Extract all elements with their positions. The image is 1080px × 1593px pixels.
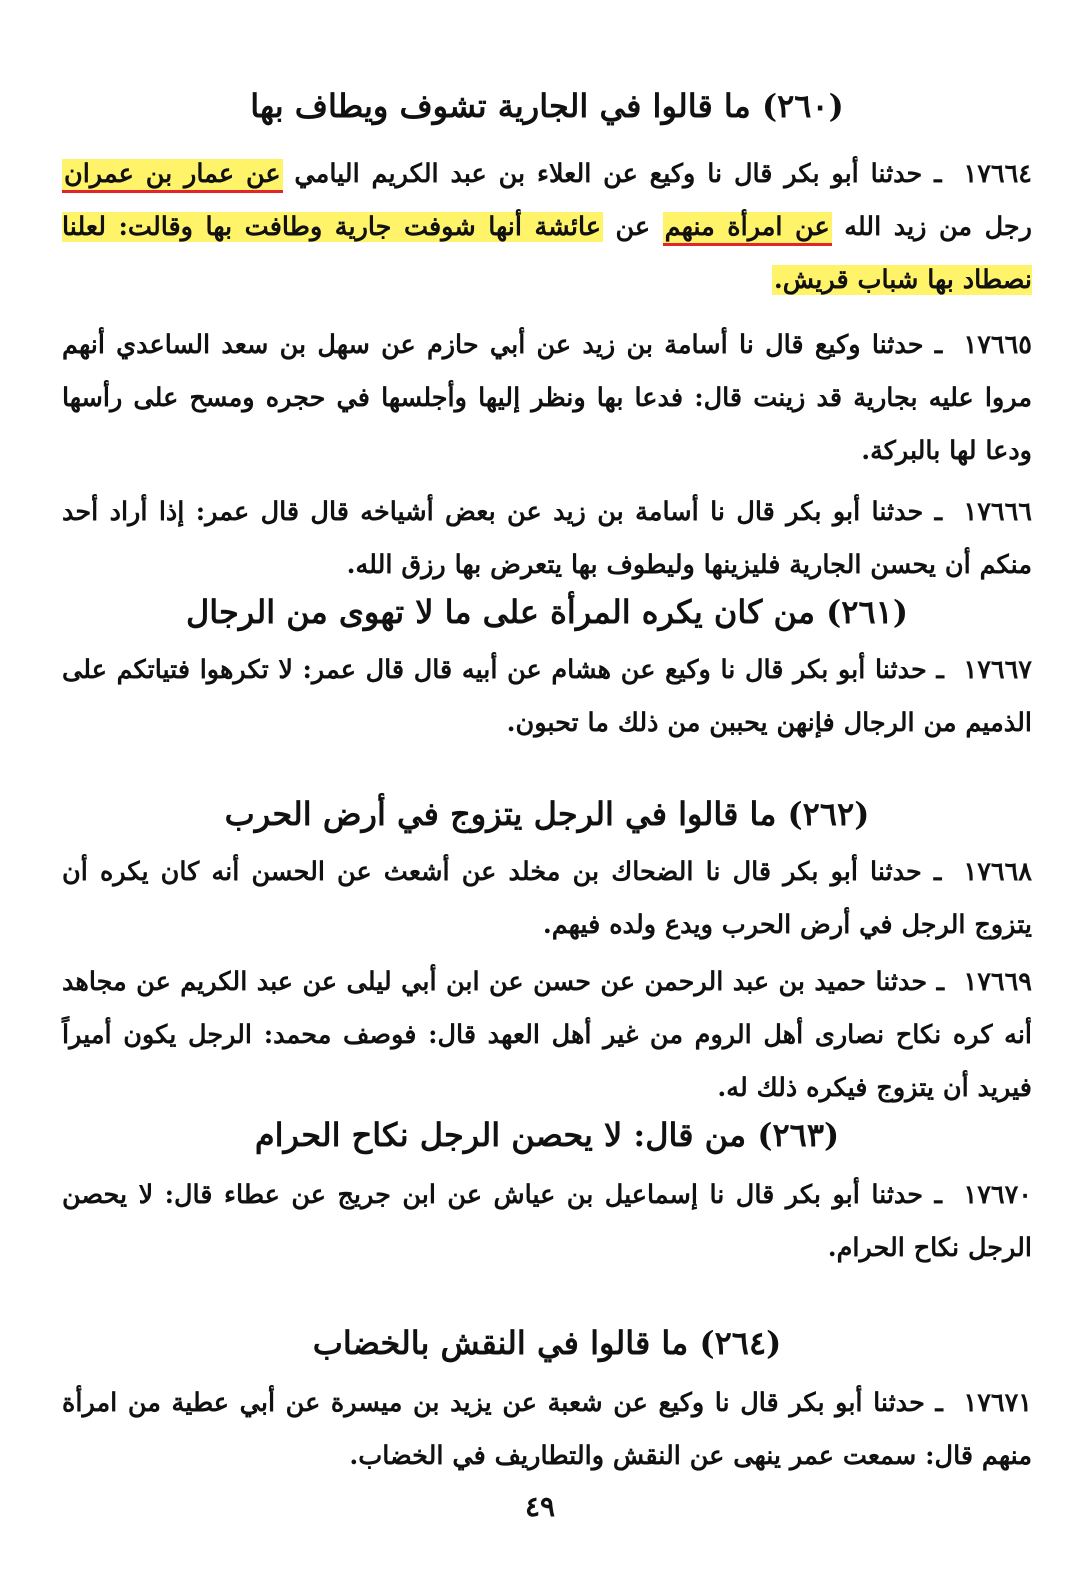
hadith-number: ١٧٦٧١ bbox=[963, 1388, 1032, 1418]
hadith-number: ١٧٦٦٨ bbox=[963, 857, 1032, 887]
hadith-dash: ـ bbox=[921, 857, 954, 887]
hadith-dash: ـ bbox=[922, 159, 954, 189]
highlighted-underlined-narrator: عن عمار بن عمران bbox=[62, 159, 283, 193]
chapter-heading-264: (٢٦٤) ما قالوا في النقش بالخضاب bbox=[312, 1324, 782, 1362]
hadith-number: ١٧٦٦٧ bbox=[963, 655, 1032, 685]
hadith-dash: ـ bbox=[923, 1180, 954, 1210]
hadith-entry-17671 bbox=[62, 1377, 1032, 1483]
hadith-dash: ـ bbox=[923, 497, 954, 527]
hadith-dash: ـ bbox=[926, 655, 954, 685]
chapter-heading-260: (٢٦٠) ما قالوا في الجارية تشوف ويطاف بها bbox=[250, 87, 844, 125]
hadith-entry-17667 bbox=[62, 644, 1032, 750]
hadith-text: حدثنا أبو بكر قال نا الضحاك بن مخلد عن أشعث عن الحسن أنه كان يكره أن يتزوج الرجل في أرض الحرب ويدع ولده فيهم. bbox=[62, 857, 1032, 940]
hadith-text: حدثنا أبو بكر قال نا أسامة بن زيد عن بعض أشياخه قال قال عمر: إذا أراد أحد منكم أن يحسن الجارية فليزينها وليطوف بها يتعرض بها رزق الله. bbox=[62, 497, 1032, 580]
hadith-text-part: عن bbox=[602, 212, 663, 242]
page-number: ٤٩ bbox=[524, 1490, 556, 1523]
hadith-entry-17669 bbox=[62, 956, 1032, 1115]
hadith-text: حدثنا أبو بكر قال نا وكيع عن شعبة عن يزيد بن ميسرة عن أبي عطية من امرأة منهم قال: سمعت عمر ينهى عن النقش والتطاريف في الخضاب. bbox=[62, 1388, 1032, 1471]
hadith-dash: ـ bbox=[927, 967, 954, 997]
highlighted-underlined-phrase: عن امرأة منهم bbox=[663, 212, 832, 246]
hadith-entry-17668 bbox=[62, 846, 1032, 952]
hadith-entry-17665 bbox=[62, 319, 1032, 478]
hadith-number: ١٧٦٦٩ bbox=[963, 967, 1032, 997]
hadith-number: ١٧٦٦٦ bbox=[963, 497, 1032, 527]
hadith-text: حدثنا أبو بكر قال نا إسماعيل بن عياش عن ابن جريج عن عطاء قال: لا يحصن الرجل نكاح الحرام. bbox=[62, 1180, 1032, 1263]
hadith-entry-17664 bbox=[62, 148, 1032, 307]
hadith-entry-17666 bbox=[62, 486, 1032, 592]
highlighted-phrase: عائشة أنها شوفت جارية وطافت بها وقالت: لعلنا نصطاد بها شباب قريش. bbox=[62, 212, 1032, 295]
chapter-heading-262: (٢٦٢) ما قالوا في الرجل يتزوج في أرض الحرب bbox=[224, 795, 870, 833]
hadith-text: حدثنا وكيع قال نا أسامة بن زيد عن أبي حازم عن سهل بن سعد الساعدي أنهم مروا عليه بجارية قد زينت قال: فدعا بها ونظر إليها وأجلسها في حجره ومسح على رأسها ودعا لها بالبركة. bbox=[62, 330, 1032, 466]
chapter-heading-263: (٢٦٣) من قال: لا يحصن الرجل نكاح الحرام bbox=[254, 1116, 840, 1154]
hadith-entry-17670 bbox=[62, 1169, 1032, 1275]
hadith-dash: ـ bbox=[924, 1388, 954, 1418]
hadith-number: ١٧٦٦٥ bbox=[963, 330, 1032, 360]
hadith-text-part: رجل من زيد الله bbox=[831, 212, 1032, 242]
hadith-number: ١٧٦٦٤ bbox=[963, 159, 1032, 189]
hadith-text-part: حدثنا أبو بكر قال نا وكيع عن العلاء بن عبد الكريم اليامي bbox=[282, 159, 923, 189]
hadith-text: حدثنا أبو بكر قال نا وكيع عن هشام عن أبيه قال قال عمر: لا تكرهوا فتياتكم على الذميم من الرجال فإنهن يحببن من ذلك ما تحبون. bbox=[62, 655, 1032, 738]
hadith-number: ١٧٦٧٠ bbox=[963, 1180, 1032, 1210]
chapter-heading-261: (٢٦١) من كان يكره المرأة على ما لا تهوى من الرجال bbox=[186, 593, 908, 631]
hadith-text: حدثنا حميد بن عبد الرحمن عن حسن عن ابن أبي ليلى عن عبد الكريم عن مجاهد أنه كره نكاح نصارى أهل الروم من غير أهل العهد قال: فوصف محمد: الرجل يكون أميراً فيريد أن يتزوج فيكره ذلك له. bbox=[62, 967, 1032, 1103]
hadith-dash: ـ bbox=[923, 330, 954, 360]
